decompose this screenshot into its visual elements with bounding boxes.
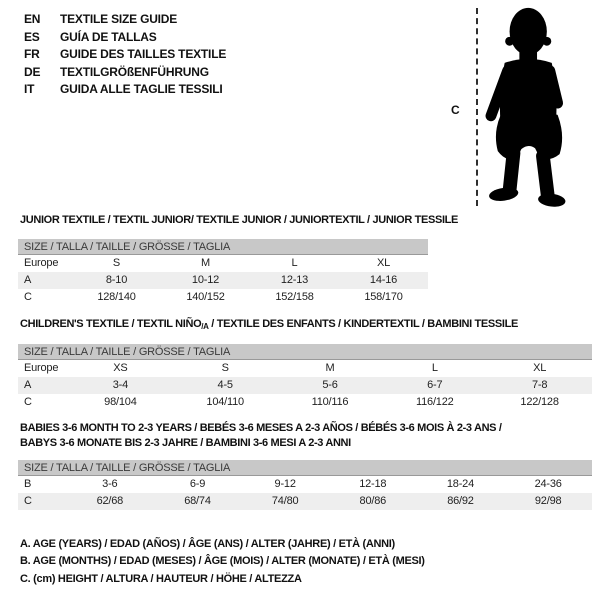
language-code: ES: [24, 29, 40, 44]
heading-line: BABIES 3-6 MONTH TO 2-3 YEARS / BEBÉS 3-6 MESES A 2-3 AÑOS / BÉBÉS 3-6 MOIS À 2-3 ANS /: [20, 422, 502, 434]
size-cell: 104/110: [206, 396, 244, 408]
heading-line: BABYS 3-6 MONATE BIS 2-3 JAHRE / BAMBINI 3-6 MESI A 2-3 ANNI: [20, 437, 351, 449]
row-label: A: [24, 274, 32, 286]
size-cell: M: [201, 257, 210, 270]
size-cell: L: [291, 257, 298, 270]
size-cell: 18-24: [446, 478, 475, 491]
language-title: GUIDA ALLE TAGLIE TESSILI: [60, 82, 223, 96]
size-cell: 4-5: [217, 379, 233, 391]
baby-silhouette-image: [480, 4, 598, 210]
size-cell: 80/86: [359, 495, 387, 507]
language-code: DE: [24, 64, 41, 79]
row-label: C: [24, 396, 32, 408]
size-cell: 128/140: [97, 291, 136, 303]
language-row: [24, 81, 226, 99]
table-row-age: [18, 377, 592, 394]
language-title: GUIDE DES TAILLES TEXTILE: [60, 47, 227, 61]
heading-text: / TEXTILE DES ENFANTS / KINDERTEXTIL / BAMBINI TESSILE: [208, 318, 518, 330]
table-row-height: [18, 394, 592, 411]
size-cell: 110/116: [311, 396, 349, 408]
size-cell: 5-6: [322, 379, 338, 391]
size-cell: XL: [533, 362, 547, 375]
size-cell: 3-6: [102, 478, 118, 491]
table-row-height: [18, 289, 428, 306]
size-cell: 8-10: [105, 274, 128, 286]
size-cell: 86/92: [447, 495, 474, 507]
size-cell: S: [112, 257, 121, 270]
row-label: A: [24, 379, 32, 391]
row-label: C: [24, 291, 32, 303]
language-row: [24, 64, 226, 82]
language-title-list: [24, 11, 226, 99]
table-row-age-months: [18, 476, 592, 493]
row-label: Europe: [24, 257, 59, 270]
language-row: [24, 46, 226, 64]
size-cell: 122/128: [520, 396, 559, 408]
legend-note-b: B. AGE (MONTHS) / EDAD (MESES) / ÂGE (MOIS) / ALTER (MONATE) / ETÀ (MESI): [20, 555, 425, 568]
babies-size-table: [18, 460, 592, 510]
size-cell: 152/158: [275, 291, 314, 303]
size-cell: 3-4: [112, 379, 129, 391]
row-label: Europe: [24, 362, 59, 375]
size-cell: 6-9: [189, 478, 206, 491]
size-cell: 74/80: [271, 495, 299, 507]
size-cell: 9-12: [274, 478, 296, 491]
size-cell: 62/68: [96, 495, 124, 507]
language-row: [24, 29, 226, 47]
row-label: C: [24, 495, 32, 507]
size-cell: 12-13: [280, 274, 309, 286]
heading-subscript: /A: [201, 322, 209, 331]
size-cell: S: [221, 362, 229, 375]
size-header-bar: SIZE / TALLA / TAILLE / GRÖSSE / TAGLIA: [18, 344, 592, 360]
language-title: TEXTILGRÖßENFÜHRUNG: [60, 64, 209, 79]
size-cell: M: [325, 362, 335, 375]
junior-size-table: [18, 239, 428, 306]
size-cell: 158/170: [364, 291, 403, 303]
children-section-heading: [20, 318, 518, 331]
babies-section-heading: [20, 421, 502, 451]
table-row-height: [18, 493, 592, 510]
legend-notes: [20, 536, 425, 588]
legend-note-c: C. (cm) HEIGHT / ALTURA / HAUTEUR / HÖHE / ALTEZZA: [20, 572, 302, 585]
size-cell: 14-16: [369, 274, 398, 286]
language-title: TEXTILE SIZE GUIDE: [60, 12, 178, 26]
language-code: EN: [24, 12, 41, 26]
table-row-europe: [18, 255, 428, 272]
heading-text: CHILDREN'S TEXTILE / TEXTIL NIÑO: [20, 318, 202, 330]
legend-note-a: A. AGE (YEARS) / EDAD (AÑOS) / ÂGE (ANS) / ALTER (JAHRE) / ETÀ (ANNI): [20, 538, 395, 550]
size-cell: 98/104: [104, 396, 137, 408]
size-cell: 7-8: [531, 379, 548, 391]
table-row-europe: [18, 360, 592, 377]
size-cell: 6-7: [427, 379, 443, 391]
language-title: GUÍA DE TALLAS: [60, 29, 157, 44]
language-row: [24, 11, 226, 29]
height-measure-label: C: [451, 103, 460, 117]
children-size-table: [18, 344, 592, 411]
language-code: FR: [24, 47, 40, 61]
size-cell: 24-36: [534, 478, 562, 491]
height-measure-dashed-line: [476, 8, 478, 206]
table-row-age: [18, 272, 428, 289]
row-label: B: [24, 478, 32, 491]
size-cell: L: [431, 362, 438, 375]
size-cell: 116/122: [416, 396, 454, 408]
size-cell: 68/74: [184, 495, 211, 507]
size-cell: XS: [113, 362, 128, 375]
size-header-bar: SIZE / TALLA / TAILLE / GRÖSSE / TAGLIA: [18, 239, 428, 255]
junior-section-heading: JUNIOR TEXTILE / TEXTIL JUNIOR/ TEXTILE JUNIOR / JUNIORTEXTIL / JUNIOR TESSILE: [20, 214, 459, 226]
size-cell: 12-18: [359, 478, 387, 491]
size-cell: XL: [376, 257, 391, 270]
size-cell: 140/152: [186, 291, 225, 303]
language-code: IT: [24, 82, 35, 96]
size-cell: 92/98: [534, 495, 562, 507]
size-cell: 10-12: [191, 274, 220, 286]
size-header-bar: SIZE / TALLA / TAILLE / GRÖSSE / TAGLIA: [18, 460, 592, 476]
